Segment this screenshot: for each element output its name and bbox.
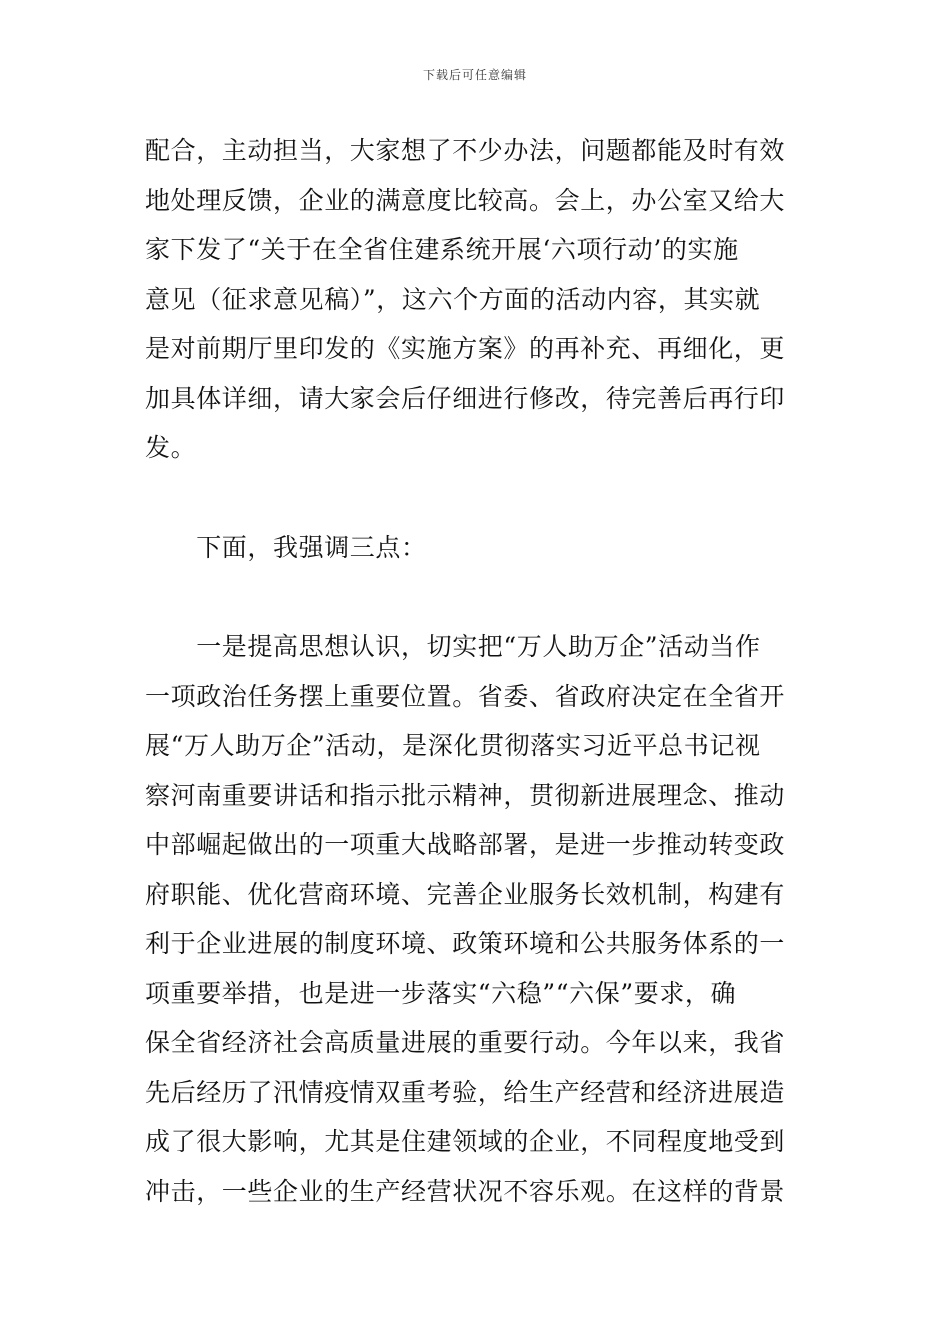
text-line: 配合，主动担当，大家想了不少办法，问题都能及时有效 xyxy=(145,136,786,165)
text-line: 下面，我强调三点： xyxy=(145,532,427,562)
paragraph-spacer xyxy=(145,572,810,622)
text-line: 地处理反馈，企业的满意度比较高。会上，办公室又给大 xyxy=(145,185,786,215)
document-body xyxy=(145,126,810,1216)
text-line: 利于企业进展的制度环境、政策环境和公共服务体系的一 xyxy=(145,929,786,958)
text-line: 一是提高思想认识，切实把“万人助万企”活动当作 xyxy=(145,632,761,661)
text-line: 意见（征求意见稿）”，这六个方面的活动内容，其实就 xyxy=(145,284,761,314)
text-line: 中部崛起做出的一项重大战略部署，是进一步推动转变政 xyxy=(145,830,786,859)
text-line: 一项政治任务摆上重要位置。省委、省政府决定在全省开 xyxy=(145,681,786,711)
text-line: 先后经历了汛情疫情双重考验，给生产经营和经济进展造 xyxy=(145,1077,786,1107)
paragraph-spacer xyxy=(145,473,810,523)
text-line: 察河南重要讲话和指示批示精神，贯彻新进展理念、推动 xyxy=(145,780,786,810)
page-header: 下载后可任意编辑 xyxy=(422,68,527,82)
paragraph-1 xyxy=(145,126,810,473)
paragraph-2 xyxy=(145,523,810,573)
text-line: 是对前期厅里印发的《实施方案》的再补充、再细化，更 xyxy=(145,334,786,363)
text-line: 项重要举措，也是进一步落实“六稳”“六保”要求，确 xyxy=(145,978,737,1008)
text-line: 冲击，一些企业的生产经营状况不容乐观。在这样的背景 xyxy=(145,1176,786,1206)
text-line: 成了很大影响，尤其是住建领域的企业，不同程度地受到 xyxy=(145,1127,786,1156)
text-line: 家下发了“关于在全省住建系统开展‘六项行动’的实施 xyxy=(145,235,739,264)
text-line: 发。 xyxy=(145,433,197,462)
text-line: 保全省经济社会高质量进展的重要行动。今年以来，我省 xyxy=(145,1028,786,1057)
text-line: 府职能、优化营商环境、完善企业服务长效机制，构建有 xyxy=(145,879,786,909)
text-line: 展“万人助万企”活动，是深化贯彻落实习近平总书记视 xyxy=(145,731,761,760)
paragraph-3 xyxy=(145,622,810,1216)
text-line: 加具体详细，请大家会后仔细进行修改，待完善后再行印 xyxy=(145,383,786,413)
